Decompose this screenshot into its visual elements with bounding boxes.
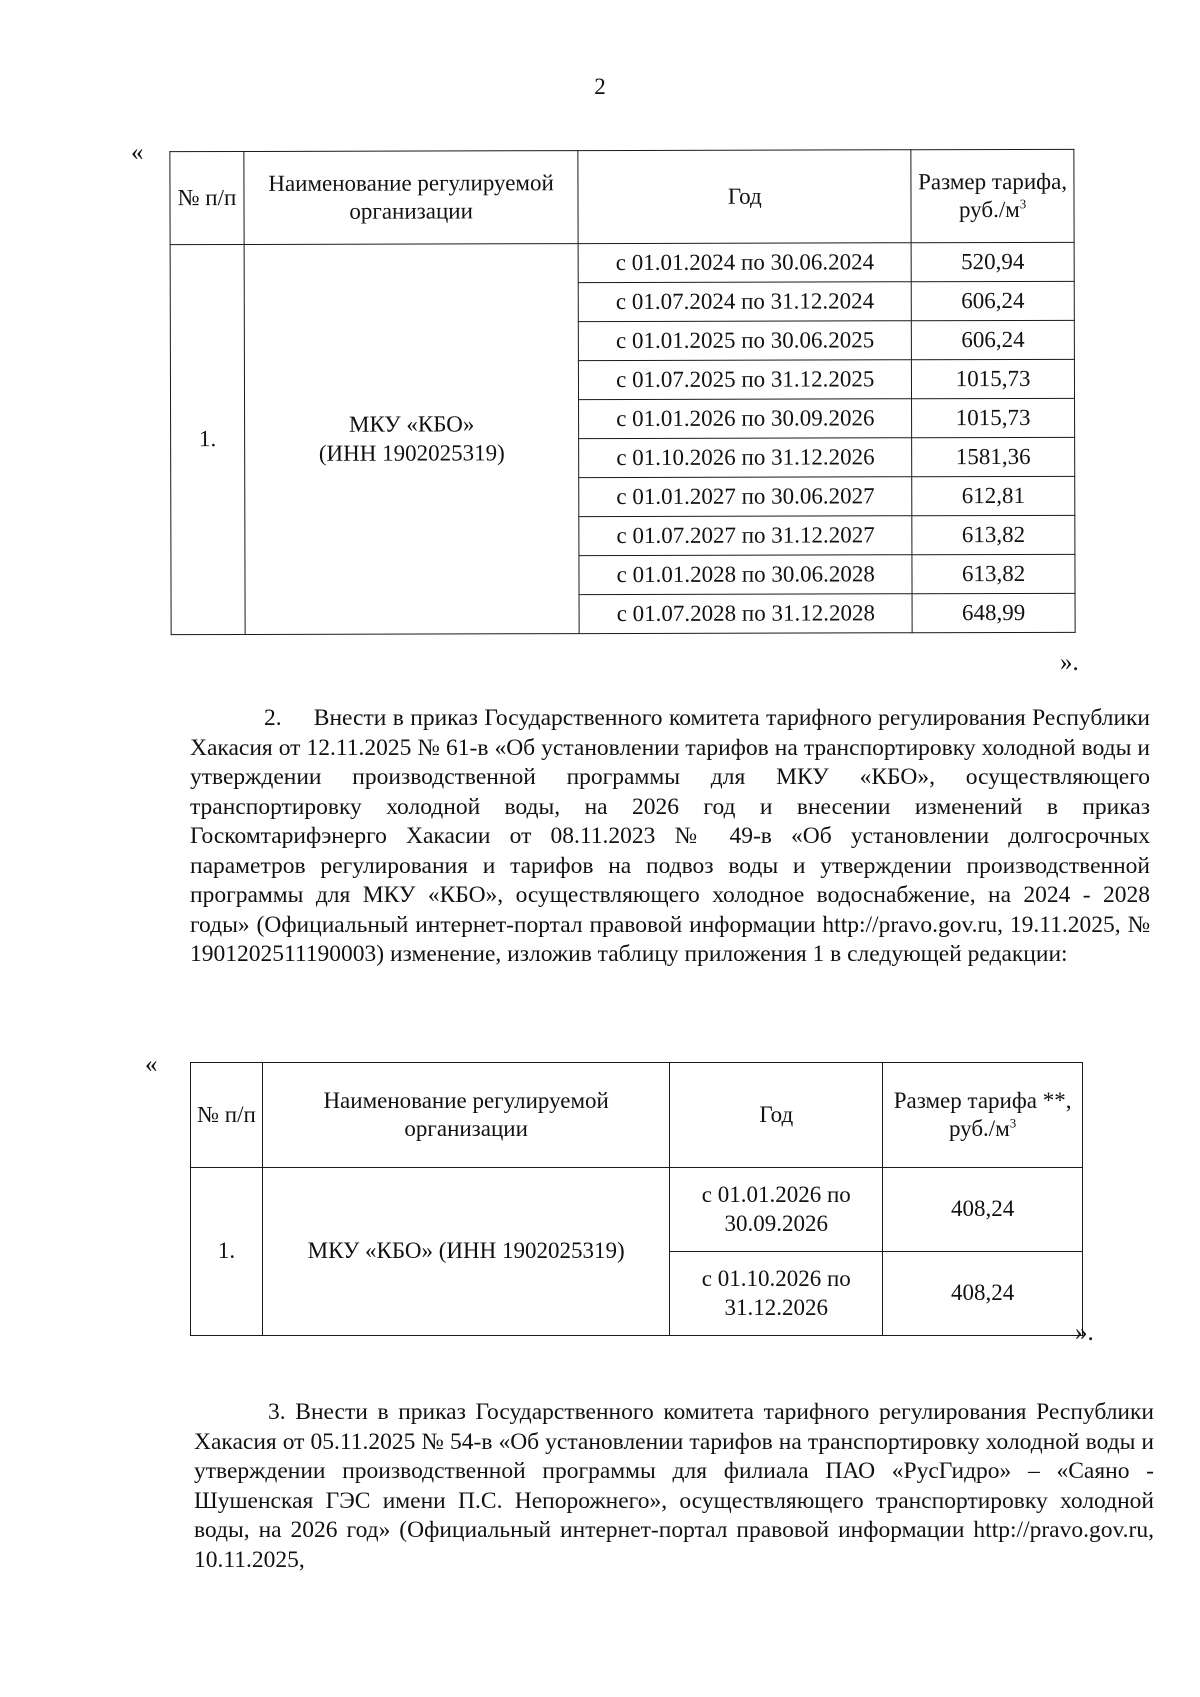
period-cell: с 01.10.2026 по 31.12.2026 — [579, 438, 912, 478]
paragraph-2 — [190, 704, 1150, 970]
period-cell: с 01.07.2027 по 31.12.2027 — [579, 516, 912, 556]
opening-quote-table-2: « — [145, 1051, 158, 1078]
table-row — [191, 1168, 1083, 1252]
table-2-header-row — [191, 1063, 1083, 1168]
tariff-value-cell: 606,24 — [911, 281, 1074, 320]
tariff-value-cell: 408,24 — [883, 1252, 1083, 1336]
tariff-value-cell: 612,81 — [912, 476, 1075, 515]
period-cell: с 01.07.2025 по 31.12.2025 — [579, 360, 912, 400]
tariff-value-cell: 613,82 — [912, 515, 1075, 554]
paragraph-2-text: Внести в приказ Государственного комитета тарифного регулирования Республики Хакасия от 12.11.2025 № 61-в «Об установлении тарифов на транспортировку холодной воды и утверждении производственной программы для МКУ «КБО», осуществляющего транспортировку холодной воды, на 2026 год и внесении изменений в приказ Госкомтарифэнерго Хакасии от 08.11.2023 № 49-в «Об установлении долгосрочных параметров регулирования и тарифов на подвоз воды и утверждении производственной программы для МКУ «КБО», осуществляющего холодное водоснабжение, на 2024 - 2028 годы» (Официальный интернет-портал правовой информации http://pravo.gov.ru, 19.11.2025, № 1901202511190003) изменение, изложив таблицу приложения 1 в следующей редакции: — [190, 705, 1151, 967]
tariff-value-cell: 1015,73 — [912, 398, 1075, 437]
period-cell: с 01.01.2026 по 30.09.2026 — [579, 399, 912, 439]
period-cell: с 01.07.2024 по 31.12.2024 — [579, 282, 912, 322]
period-cell: с 01.07.2028 по 31.12.2028 — [579, 594, 912, 634]
header-year: Год — [670, 1063, 883, 1168]
tariff-table-1 — [169, 149, 1075, 635]
opening-quote-table-1: « — [131, 139, 144, 166]
page-number: 2 — [594, 74, 606, 99]
tariff-value-cell: 1581,36 — [912, 437, 1075, 476]
tariff-value-cell: 520,94 — [911, 242, 1074, 281]
organization-cell: МКУ «КБО» (ИНН 1902025319) — [262, 1168, 669, 1336]
header-year: Год — [578, 150, 911, 244]
header-number: № п/п — [191, 1063, 263, 1168]
tariff-value-cell: 1015,73 — [912, 359, 1075, 398]
closing-quote-table-1: ». — [1060, 649, 1079, 676]
tariff-value-cell: 408,24 — [883, 1168, 1083, 1252]
tariff-value-cell: 606,24 — [911, 320, 1074, 359]
header-tariff: Размер тарифа, $руб./м^3$ — [911, 149, 1074, 242]
period-cell: с 01.01.2027 по 30.06.2027 — [579, 477, 912, 517]
header-number: № п/п — [170, 151, 244, 244]
organization-inn: (ИНН 1902025319) — [318, 439, 505, 466]
header-organization: Наименование регулируемой организации — [262, 1063, 669, 1168]
period-cell: с 01.01.2024 по 30.06.2024 — [578, 243, 911, 283]
paragraph-3 — [194, 1398, 1154, 1575]
row-number: 1. — [191, 1168, 263, 1336]
header-organization: Наименование регулируемой организации — [244, 151, 579, 245]
paragraph-2-number: 2. — [264, 705, 282, 731]
organization-name: МКУ «КБО» — [348, 411, 475, 438]
period-cell: с 01.01.2028 по 30.06.2028 — [579, 555, 912, 595]
table-row — [170, 242, 1074, 283]
period-cell: с 01.01.2025 по 30.06.2025 — [579, 321, 912, 361]
tariff-value-cell: 613,82 — [912, 554, 1075, 593]
row-number: 1. — [170, 244, 245, 634]
period-cell: с 01.01.2026 по 30.09.2026 — [670, 1168, 883, 1252]
tariff-table-2 — [190, 1062, 1083, 1336]
table-1-header-row — [170, 149, 1074, 244]
header-tariff: Размер тарифа **, $руб./м^3$ — [883, 1063, 1083, 1168]
closing-quote-table-2: ». — [1075, 1319, 1094, 1346]
period-cell: с 01.10.2026 по 31.12.2026 — [670, 1252, 883, 1336]
tariff-value-cell: 648,99 — [912, 593, 1075, 632]
organization-cell — [244, 244, 580, 635]
paragraph-3-text: 3. Внести в приказ Государственного комитета тарифного регулирования Республики Хакасия от 05.11.2025 № 54-в «Об установлении тарифов на транспортировку холодной воды и утверждении производственной программы для филиала ПАО «РусГидро» – «Саяно - Шушенская ГЭС имени П.С. Непорожнего», осуществляющего транспортировку холодной воды, на 2026 год» (Официальный интернет-портал правовой информации http://pravo.gov.ru, 10.11.2025, — [194, 1399, 1154, 1573]
